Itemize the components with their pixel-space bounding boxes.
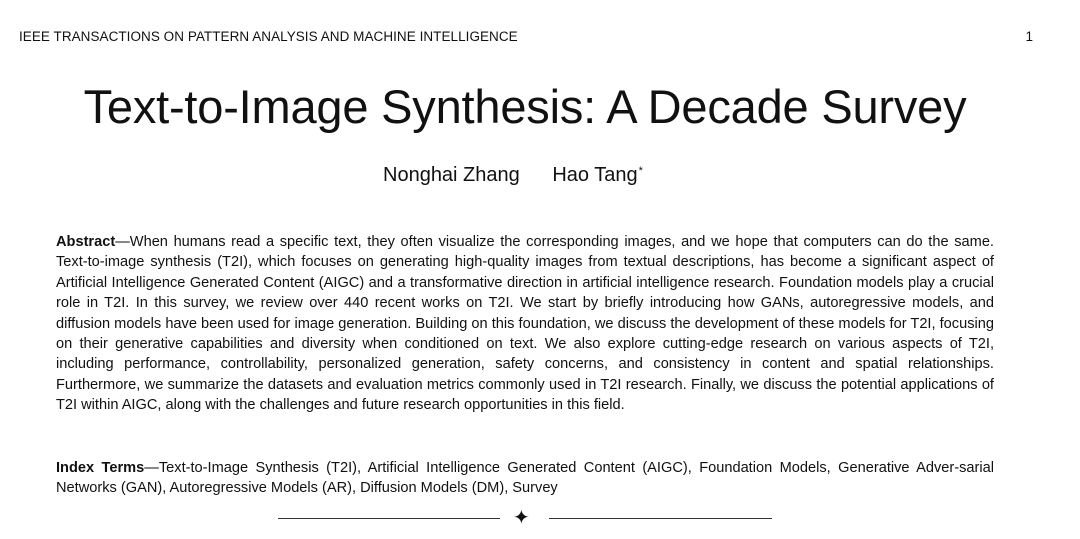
author-list <box>383 159 643 187</box>
corresponding-author-mark: * <box>638 165 643 177</box>
abstract-label: Abstract <box>56 234 116 250</box>
abstract-paragraph <box>56 232 994 416</box>
journal-running-header: IEEE TRANSACTIONS ON PATTERN ANALYSIS AND MACHINE INTELLIGENCE <box>19 29 518 44</box>
divider-ornament-icon: ✦ <box>513 507 530 529</box>
divider-line-right <box>549 518 772 519</box>
author-1 <box>383 163 520 187</box>
divider-line-left <box>278 518 500 519</box>
page-number: 1 <box>1025 29 1033 44</box>
author-name: Nonghai Zhang <box>383 164 520 186</box>
paper-title: Text-to-Image Synthesis: A Decade Survey <box>83 80 967 133</box>
index-terms-paragraph <box>56 458 994 499</box>
index-terms-label: Index Terms <box>56 460 145 476</box>
author-2 <box>552 159 643 187</box>
abstract-text: —When humans read a specific text, they often visualize the corresponding images, and we hope that computers can do the same. Text-to-image synthesis (T2I), which focuses on generating high-quality images from textual descriptions, has become a significant aspect of Artificial Intelligence Generated Content (AIGC) and a transformative direction in artificial intelligence research. Foundation models play a crucial role in T2I. In this survey, we review over 440 recent works on T2I. We start by briefly introducing how GANs, autoregressive models, and diffusion models have been used for image generation. Building on this foundation, we discuss the development of these models for T2I, focusing on their generative capabilities and diversity when conditioned on text. We also explore cutting-edge research on various aspects of T2I, including performance, controllability, personalized generation, safety concerns, and consistency in content and spatial relationships. Furthermore, we summarize the datasets and evaluation metrics commonly used in T2I research. Finally, we discuss the potential applications of T2I within AIGC, along with the challenges and future research opportunities in this field. <box>56 234 994 414</box>
author-name: Hao Tang <box>552 164 638 186</box>
index-terms-text: —Text-to-Image Synthesis (T2I), Artificial Intelligence Generated Content (AIGC), Foundation Models, Generative Adver-sarial Networks (GAN), Autoregressive Models (AR), Diffusion Models (DM), Survey <box>56 460 995 497</box>
